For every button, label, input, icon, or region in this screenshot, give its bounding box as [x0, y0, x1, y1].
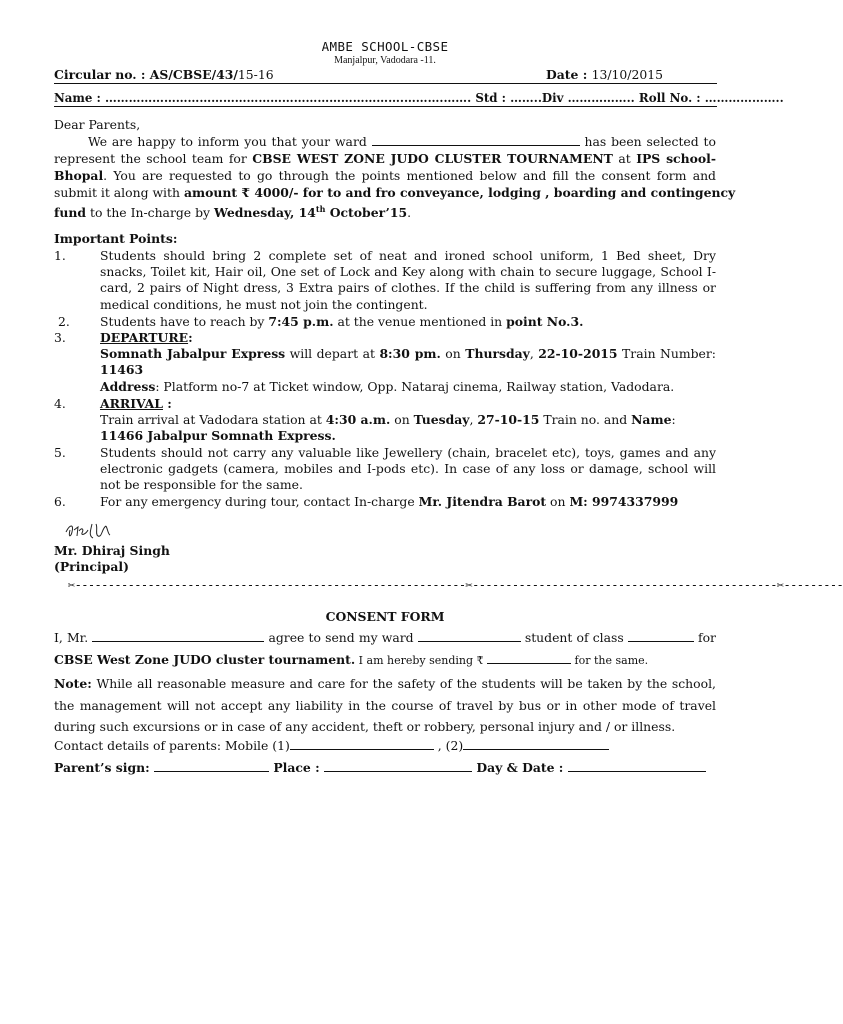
arrival-heading: ARRIVAL [100, 396, 163, 411]
letter-line-4: submit it along with amount ₹ 4000/- for to and fro conveyance, lodging , boarding and contingency [54, 185, 736, 200]
parent-contact-line: Contact details of parents: Mobile (1) , (2) [54, 738, 716, 753]
point-1: Students should bring 2 complete set of neat and ironed school uniform, 1 Bed sheet, Dry snacks, Toilet kit, Hair oil, One set of Lock and Key along with chain to secure luggage, School I- card, 2 pairs of Night dress, 3 Extra pairs of clothes. If the child is suffering from any illness or medical conditions, he must not join the contingent. [100, 248, 716, 312]
school-address: Manjalpur, Vadodara -11. [334, 55, 436, 66]
principal-name: Mr. Dhiraj Singh [54, 543, 170, 558]
point-number: 3. [54, 330, 66, 345]
point-number: 1. [54, 248, 66, 263]
header-rule [54, 83, 717, 84]
point-number: 5. [54, 445, 66, 460]
amount-field[interactable] [487, 653, 571, 664]
principal-title: (Principal) [54, 559, 129, 574]
letter-body [54, 116, 736, 221]
circular-number: Circular no. : AS/CBSE/43/15-16 [54, 67, 274, 82]
place-field[interactable] [324, 761, 472, 772]
point-6: For any emergency during tour, contact In-charge Mr. Jitendra Barot on M: 9974337999 [100, 494, 679, 509]
principal-signature [62, 518, 122, 542]
consent-line-2: CBSE West Zone JUDO cluster tournament. I am hereby sending ₹ for the same. [54, 652, 649, 667]
parent-sign-line: Parent’s sign: Place : Day & Date : [54, 760, 716, 775]
student-details-rule [54, 106, 717, 107]
ward-name-field[interactable] [418, 631, 521, 642]
point-2: Students have to reach by 7:45 p.m. at the venue mentioned in point No.3. [100, 314, 584, 329]
point-4-arrival: ARRIVAL : Train arrival at Vadodara station at 4:30 a.m. on Tuesday, 27-10-15 Train no. and Name: 11466 Jabalpur Somnath Express. [100, 396, 676, 444]
consent-line-1: I, Mr. agree to send my ward student of class for [54, 630, 716, 645]
letter-line-5: fund to the In-charge by Wednesday, 14th October’15. [54, 204, 412, 221]
student-details-line: Name : ………………………………………………………………….……….……. Std : ……..Div …………….. Roll No. : ……………….. [54, 91, 784, 105]
salutation: Dear Parents, [54, 117, 141, 132]
point-number: 2. [58, 314, 70, 329]
day-date-field[interactable] [568, 761, 706, 772]
class-field[interactable] [628, 631, 694, 642]
letter-line-3: Bhopal. You are requested to go through the points mentioned below and fill the consent form and [54, 168, 716, 183]
departure-heading: DEPARTURE [100, 330, 189, 345]
ward-name-blank[interactable] [372, 135, 580, 146]
mobile-1-field[interactable] [290, 739, 434, 750]
mobile-2-field[interactable] [463, 739, 609, 750]
point-5: Students should not carry any valuable like Jewellery (chain, bracelet etc), toys, games and any electronic gadgets (camera, mobiles and I-pods etc). In case of any loss or damage, school will not be responsible for the same. [100, 445, 716, 493]
point-number: 6. [54, 494, 66, 509]
point-3-departure: DEPARTURE: Somnath Jabalpur Express will depart at 8:30 pm. on Thursday, 22-10-2015 Train Number: 11463 Address: Platform no-7 at Ticket window, Opp. Nataraj cinema, Railway station, Vadodara. [100, 330, 716, 394]
consent-form-title: CONSENT FORM [325, 609, 445, 624]
letter-line-1: We are happy to inform you that your ward has been selected to [88, 134, 716, 149]
parent-sign-field[interactable] [154, 761, 269, 772]
cut-line: ✂-----------------------------------------------------------✂----------------------------------------------✂--------- [68, 578, 843, 592]
important-points-heading: Important Points: [54, 231, 178, 246]
point-number: 4. [54, 396, 66, 411]
consent-note: Note: While all reasonable measure and care for the safety of the students will be taken by the school, the management will not accept any liability in the course of travel by bus or in other mode of travel during such excursions or in case of any accident, theft or robbery, personal injury and / or illness. [54, 676, 716, 734]
letter-line-2: represent the school team for CBSE WEST ZONE JUDO CLUSTER TOURNAMENT at IPS school- [54, 151, 716, 166]
parent-name-field[interactable] [92, 631, 264, 642]
circular-date: Date : 13/10/2015 [546, 67, 664, 82]
school-name: AMBE SCHOOL-CBSE [321, 39, 449, 54]
